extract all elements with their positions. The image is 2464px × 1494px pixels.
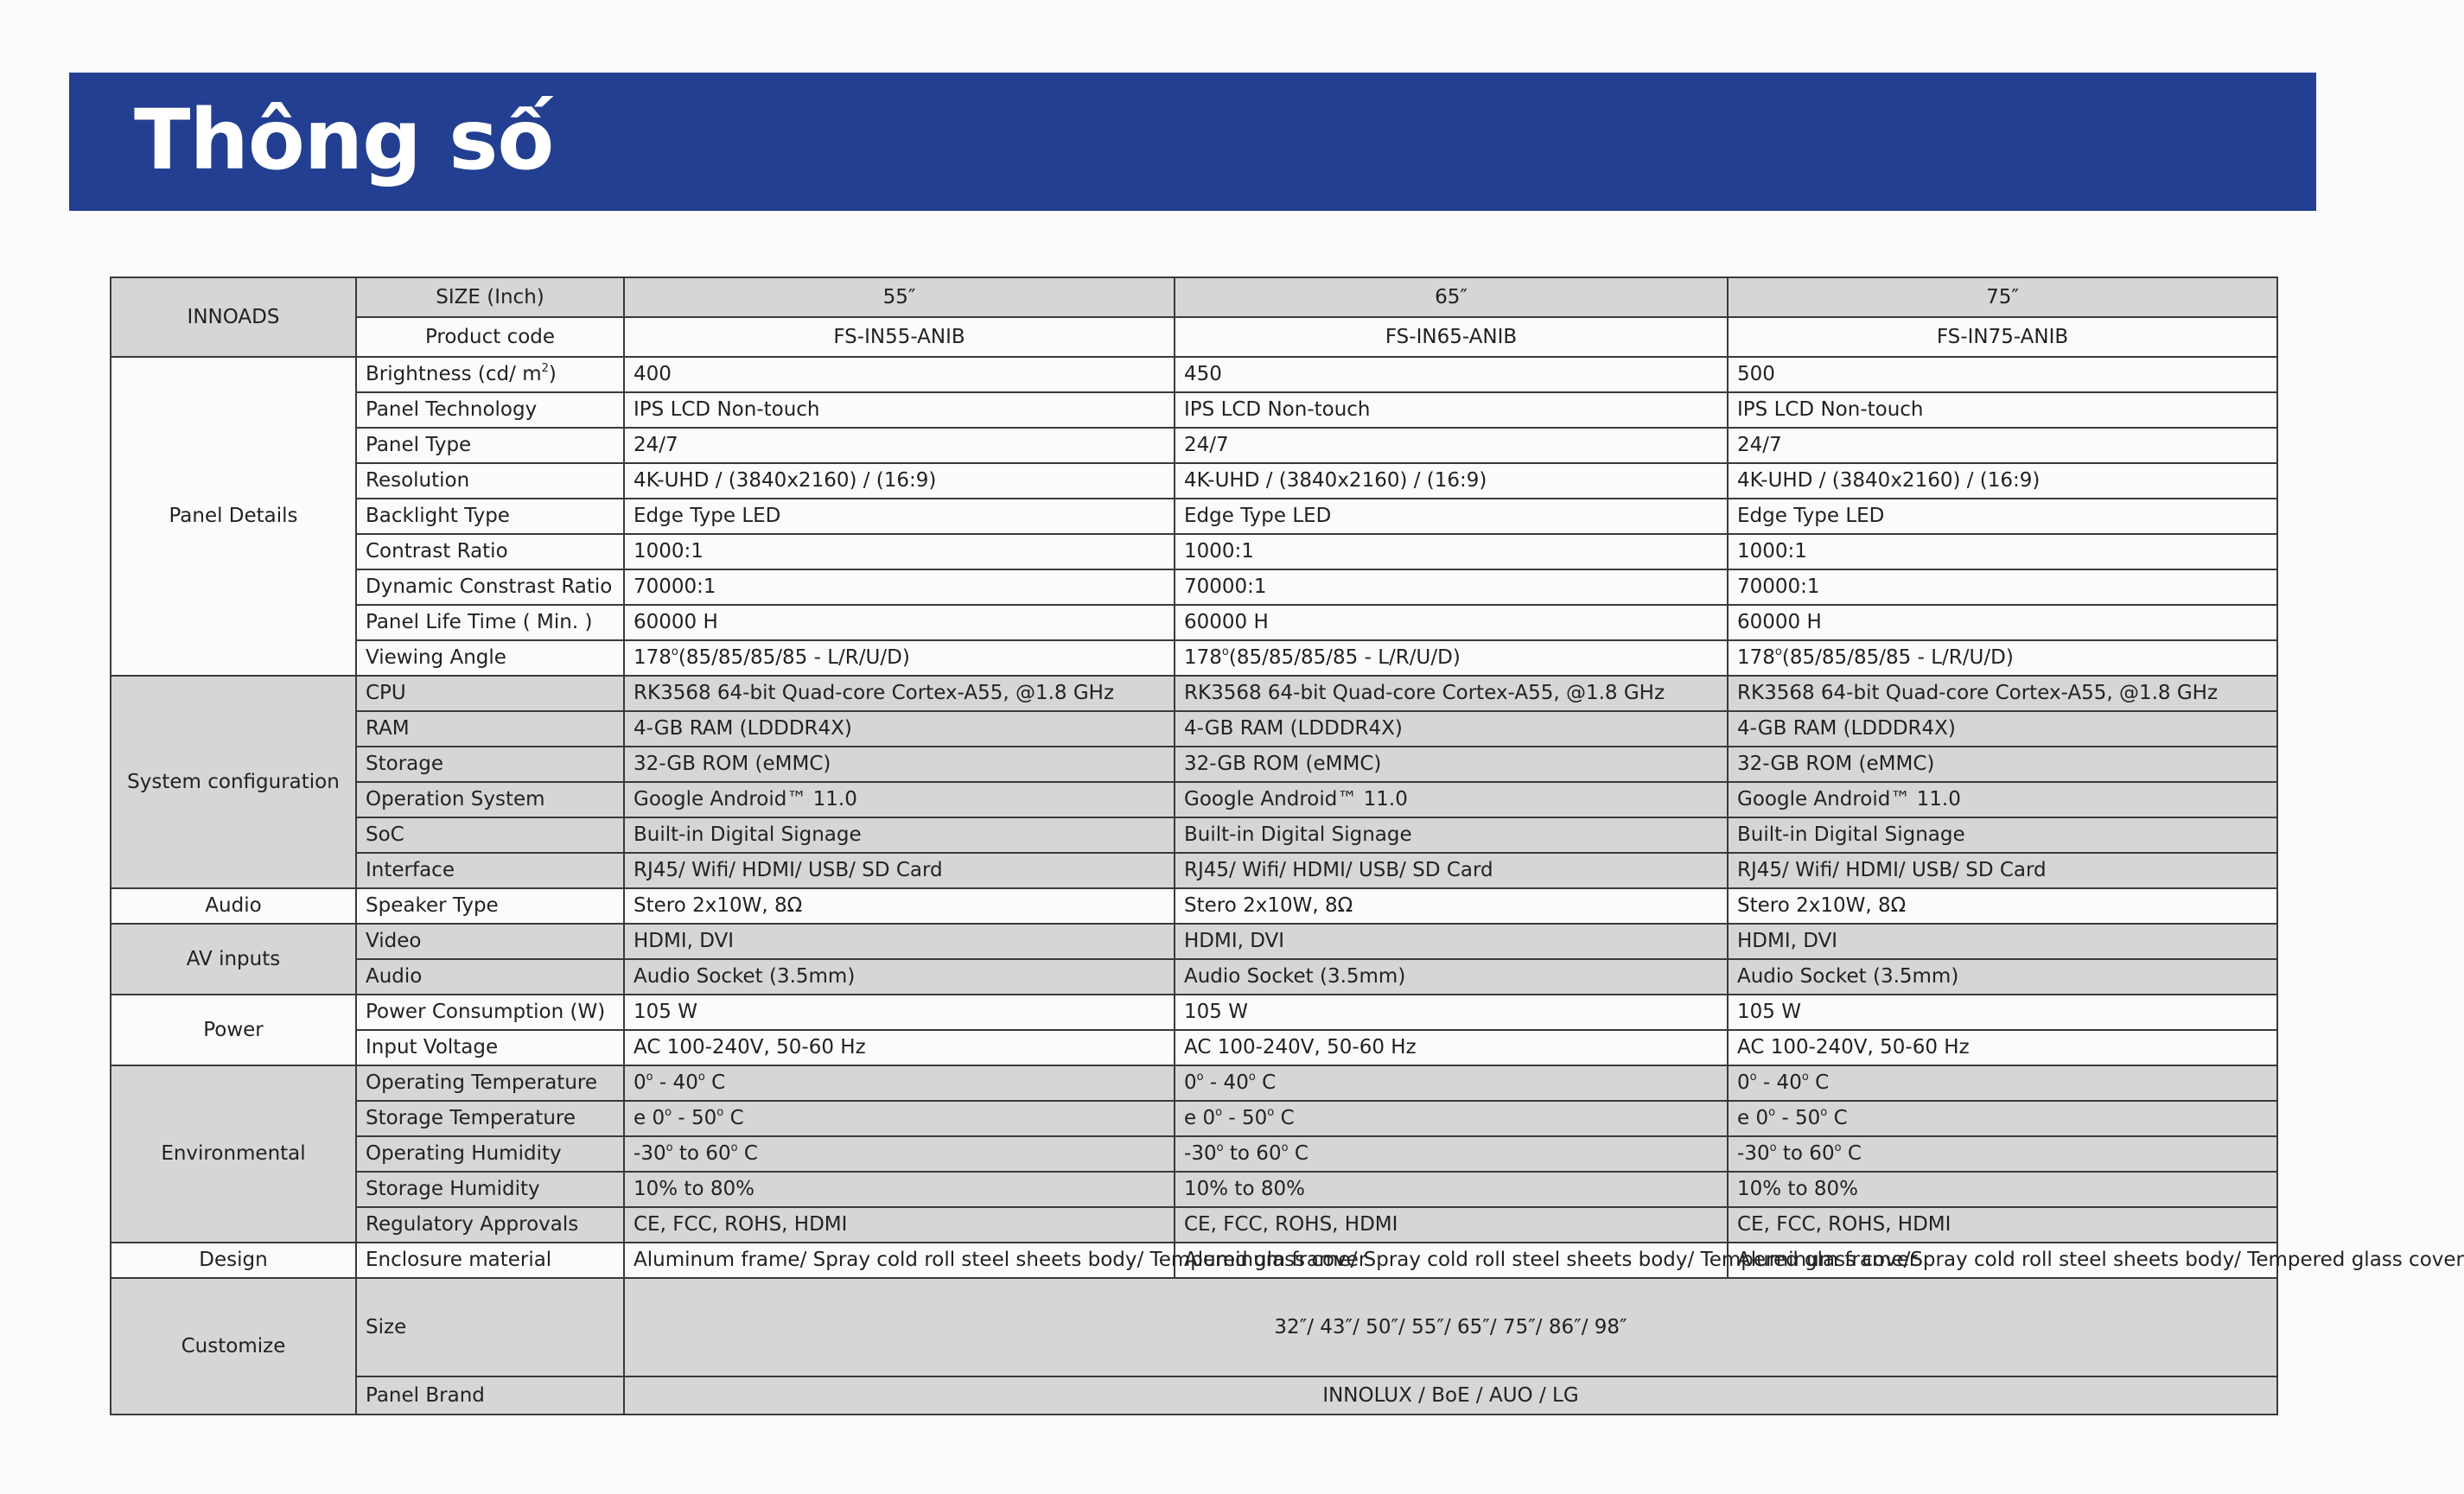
spec-table bbox=[110, 277, 2464, 1415]
spec-value: RJ45/ Wifi/ HDMI/ USB/ SD Card bbox=[1728, 853, 2277, 888]
degree-mark: o bbox=[1834, 1141, 1842, 1155]
spec-value: 178$^o$(85/85/85/85 - L/R/U/D) bbox=[1728, 640, 2277, 676]
spec-value: 60000 H bbox=[624, 605, 1175, 640]
spec-row bbox=[111, 463, 2277, 499]
degree-mark: o bbox=[1215, 1106, 1223, 1120]
spec-row bbox=[111, 428, 2277, 463]
spec-value-all: INNOLUX / BoE / AUO / LG bbox=[624, 1376, 2277, 1415]
spec-value: CE, FCC, ROHS, HDMI bbox=[1728, 1207, 2277, 1243]
spec-row bbox=[111, 1207, 2277, 1243]
degree-mark: o bbox=[1749, 1071, 1757, 1084]
size-value: 65″ bbox=[1175, 277, 1728, 317]
spec-value: 400 bbox=[624, 357, 1175, 392]
spec-value: Edge Type LED bbox=[624, 499, 1175, 534]
spec-value: 32-GB ROM (eMMC) bbox=[1175, 747, 1728, 782]
degree-mark: o bbox=[1774, 645, 1782, 659]
spec-value: 500 bbox=[1728, 357, 2277, 392]
spec-label: Input Voltage bbox=[356, 1030, 624, 1065]
product-code: FS-IN65-ANIB bbox=[1175, 317, 1728, 357]
spec-row bbox=[111, 959, 2277, 995]
size-value: 75″ bbox=[1728, 277, 2277, 317]
spec-value: 4K-UHD / (3840x2160) / (16:9) bbox=[1175, 463, 1728, 499]
spec-label: Panel Type bbox=[356, 428, 624, 463]
degree-mark: o bbox=[716, 1106, 724, 1120]
spec-label: Size bbox=[356, 1278, 624, 1376]
spec-value: IPS LCD Non-touch bbox=[624, 392, 1175, 428]
category-cell: Design bbox=[111, 1243, 356, 1278]
size-label: SIZE (Inch) bbox=[356, 277, 624, 317]
spec-label: Contrast Ratio bbox=[356, 534, 624, 569]
header-row-code bbox=[111, 317, 2277, 357]
spec-value: RK3568 64-bit Quad-core Cortex-A55, @1.8 GHz bbox=[1728, 676, 2277, 711]
spec-row bbox=[111, 534, 2277, 569]
spec-label: Panel Brand bbox=[356, 1376, 624, 1415]
spec-value: Google Android™ 11.0 bbox=[624, 782, 1175, 817]
spec-value: 1000:1 bbox=[1728, 534, 2277, 569]
spec-value: Built-in Digital Signage bbox=[1728, 817, 2277, 853]
spec-label: Enclosure material bbox=[356, 1243, 624, 1278]
spec-row bbox=[111, 782, 2277, 817]
degree-mark: o bbox=[1820, 1106, 1828, 1120]
degree-mark: o bbox=[1248, 1071, 1256, 1084]
spec-value: 70000:1 bbox=[1175, 569, 1728, 605]
spec-value: HDMI, DVI bbox=[624, 924, 1175, 959]
spec-value: AC 100-240V, 50-60 Hz bbox=[624, 1030, 1175, 1065]
spec-row bbox=[111, 357, 2277, 392]
spec-label: Audio bbox=[356, 959, 624, 995]
spec-label: Dynamic Constrast Ratio bbox=[356, 569, 624, 605]
category-cell: Audio bbox=[111, 888, 356, 924]
spec-row bbox=[111, 1243, 2277, 1278]
spec-label: Speaker Type bbox=[356, 888, 624, 924]
spec-value: AC 100-240V, 50-60 Hz bbox=[1175, 1030, 1728, 1065]
spec-value: HDMI, DVI bbox=[1728, 924, 2277, 959]
spec-value: RK3568 64-bit Quad-core Cortex-A55, @1.8 GHz bbox=[1175, 676, 1728, 711]
degree-mark: o bbox=[1801, 1071, 1809, 1084]
spec-value: Aluminum frame/Spray cold roll steel sheets body/ Tempered glass cover bbox=[1728, 1243, 2277, 1278]
spec-value: 10% to 80% bbox=[1728, 1172, 2277, 1207]
spec-row bbox=[111, 995, 2277, 1030]
spec-value: Built-in Digital Signage bbox=[1175, 817, 1728, 853]
spec-row bbox=[111, 569, 2277, 605]
degree-mark: o bbox=[671, 645, 678, 659]
spec-value: Stero 2x10W, 8Ω bbox=[1728, 888, 2277, 924]
spec-value: -30$^o$ to 60$^o$ C bbox=[1175, 1136, 1728, 1172]
code-label: Product code bbox=[356, 317, 624, 357]
spec-value: 24/7 bbox=[1728, 428, 2277, 463]
spec-label: RAM bbox=[356, 711, 624, 747]
squared-mark: 2 bbox=[541, 362, 549, 376]
spec-row bbox=[111, 1030, 2277, 1065]
spec-value: Aluminum frame/ Spray cold roll steel sheets body/ Tempered glass cover bbox=[1175, 1243, 1728, 1278]
spec-value: Google Android™ 11.0 bbox=[1175, 782, 1728, 817]
spec-row bbox=[111, 640, 2277, 676]
category-cell: Power bbox=[111, 995, 356, 1065]
spec-value: 70000:1 bbox=[624, 569, 1175, 605]
spec-value-all: 32″/ 43″/ 50″/ 55″/ 65″/ 75″/ 86″/ 98″ bbox=[624, 1278, 2277, 1376]
spec-value: 105 W bbox=[1728, 995, 2277, 1030]
product-code: FS-IN55-ANIB bbox=[624, 317, 1175, 357]
spec-value: Audio Socket (3.5mm) bbox=[624, 959, 1175, 995]
spec-value: 4-GB RAM (LDDDR4X) bbox=[624, 711, 1175, 747]
spec-label: Regulatory Approvals bbox=[356, 1207, 624, 1243]
spec-value: e 0$^o$ - 50$^o$ C bbox=[1728, 1101, 2277, 1136]
spec-label: Storage Humidity bbox=[356, 1172, 624, 1207]
page-title: Thông số bbox=[134, 92, 554, 188]
degree-mark: o bbox=[665, 1106, 672, 1120]
category-cell: Environmental bbox=[111, 1065, 356, 1243]
degree-mark: o bbox=[1267, 1106, 1275, 1120]
degree-mark: o bbox=[1216, 1141, 1224, 1155]
spec-value: Stero 2x10W, 8Ω bbox=[624, 888, 1175, 924]
degree-mark: o bbox=[1221, 645, 1229, 659]
degree-mark: o bbox=[697, 1071, 705, 1084]
category-cell: System configuration bbox=[111, 676, 356, 888]
spec-label: Panel Technology bbox=[356, 392, 624, 428]
spec-label: Interface bbox=[356, 853, 624, 888]
spec-row bbox=[111, 747, 2277, 782]
degree-mark: o bbox=[665, 1141, 673, 1155]
degree-mark: o bbox=[730, 1141, 738, 1155]
spec-row bbox=[111, 392, 2277, 428]
spec-table-body bbox=[111, 277, 2464, 1415]
spec-label: Operation System bbox=[356, 782, 624, 817]
spec-value: 60000 H bbox=[1175, 605, 1728, 640]
spec-row bbox=[111, 924, 2277, 959]
spec-row bbox=[111, 1136, 2277, 1172]
degree-mark: o bbox=[1196, 1071, 1204, 1084]
spec-value: Aluminum frame/ Spray cold roll steel sheets body/ Tempered glass cover bbox=[624, 1243, 1175, 1278]
spec-value: 24/7 bbox=[1175, 428, 1728, 463]
spec-value: 105 W bbox=[1175, 995, 1728, 1030]
degree-mark: o bbox=[1769, 1141, 1777, 1155]
spec-label: CPU bbox=[356, 676, 624, 711]
spec-row bbox=[111, 888, 2277, 924]
spec-value: 4-GB RAM (LDDDR4X) bbox=[1175, 711, 1728, 747]
spec-label: Panel Life Time ( Min. ) bbox=[356, 605, 624, 640]
spec-value: 0$^o$ - 40$^o$ C bbox=[1175, 1065, 1728, 1101]
spec-value: 4K-UHD / (3840x2160) / (16:9) bbox=[1728, 463, 2277, 499]
spec-label: Power Consumption (W) bbox=[356, 995, 624, 1030]
spec-value: IPS LCD Non-touch bbox=[1175, 392, 1728, 428]
spec-row bbox=[111, 676, 2277, 711]
spec-value: Built-in Digital Signage bbox=[624, 817, 1175, 853]
spec-value: 105 W bbox=[624, 995, 1175, 1030]
spec-value: -30$^o$ to 60$^o$ C bbox=[624, 1136, 1175, 1172]
brand-cell: INNOADS bbox=[111, 277, 356, 357]
spec-value: Stero 2x10W, 8Ω bbox=[1175, 888, 1728, 924]
spec-label: Storage Temperature bbox=[356, 1101, 624, 1136]
spec-row bbox=[111, 1065, 2277, 1101]
spec-value: 10% to 80% bbox=[624, 1172, 1175, 1207]
spec-value: 178$^o$(85/85/85/85 - L/R/U/D) bbox=[1175, 640, 1728, 676]
spec-value: RJ45/ Wifi/ HDMI/ USB/ SD Card bbox=[1175, 853, 1728, 888]
spec-value: Google Android™ 11.0 bbox=[1728, 782, 2277, 817]
spec-value: 32-GB ROM (eMMC) bbox=[1728, 747, 2277, 782]
spec-value: e 0$^o$ - 50$^o$ C bbox=[624, 1101, 1175, 1136]
spec-value: e 0$^o$ - 50$^o$ C bbox=[1175, 1101, 1728, 1136]
spec-value: Audio Socket (3.5mm) bbox=[1728, 959, 2277, 995]
spec-value: CE, FCC, ROHS, HDMI bbox=[624, 1207, 1175, 1243]
spec-value: 1000:1 bbox=[624, 534, 1175, 569]
degree-mark: o bbox=[1281, 1141, 1289, 1155]
degree-mark: o bbox=[1768, 1106, 1776, 1120]
spec-value: 70000:1 bbox=[1728, 569, 2277, 605]
spec-row bbox=[111, 817, 2277, 853]
spec-value: AC 100-240V, 50-60 Hz bbox=[1728, 1030, 2277, 1065]
spec-value: 32-GB ROM (eMMC) bbox=[624, 747, 1175, 782]
spec-value: RJ45/ Wifi/ HDMI/ USB/ SD Card bbox=[624, 853, 1175, 888]
size-value: 55″ bbox=[624, 277, 1175, 317]
spec-label: Storage bbox=[356, 747, 624, 782]
category-cell: AV inputs bbox=[111, 924, 356, 995]
spec-label: Brightness (cd/ $m^2$) bbox=[356, 357, 624, 392]
spec-value: 24/7 bbox=[624, 428, 1175, 463]
spec-row bbox=[111, 1278, 2277, 1376]
spec-value: RK3568 64-bit Quad-core Cortex-A55, @1.8 GHz bbox=[624, 676, 1175, 711]
spec-value: 10% to 80% bbox=[1175, 1172, 1728, 1207]
spec-value: 1000:1 bbox=[1175, 534, 1728, 569]
category-cell: Customize bbox=[111, 1278, 356, 1415]
spec-label: Backlight Type bbox=[356, 499, 624, 534]
title-banner bbox=[69, 73, 2316, 211]
spec-value: 60000 H bbox=[1728, 605, 2277, 640]
spec-label: Viewing Angle bbox=[356, 640, 624, 676]
spec-row bbox=[111, 605, 2277, 640]
spec-row bbox=[111, 1376, 2277, 1415]
product-code: FS-IN75-ANIB bbox=[1728, 317, 2277, 357]
header-row-size bbox=[111, 277, 2277, 317]
spec-value: 0$^o$ - 40$^o$ C bbox=[624, 1065, 1175, 1101]
spec-value: 450 bbox=[1175, 357, 1728, 392]
spec-value: Edge Type LED bbox=[1728, 499, 2277, 534]
spec-value: Audio Socket (3.5mm) bbox=[1175, 959, 1728, 995]
spec-row bbox=[111, 1172, 2277, 1207]
spec-row bbox=[111, 853, 2277, 888]
spec-value: Edge Type LED bbox=[1175, 499, 1728, 534]
spec-value: CE, FCC, ROHS, HDMI bbox=[1175, 1207, 1728, 1243]
spec-label: Resolution bbox=[356, 463, 624, 499]
spec-label: SoC bbox=[356, 817, 624, 853]
category-cell: Panel Details bbox=[111, 357, 356, 676]
spec-value: 4K-UHD / (3840x2160) / (16:9) bbox=[624, 463, 1175, 499]
spec-row bbox=[111, 711, 2277, 747]
spec-value: -30$^o$ to 60$^o$ C bbox=[1728, 1136, 2277, 1172]
spec-label: Video bbox=[356, 924, 624, 959]
spec-label: Operating Temperature bbox=[356, 1065, 624, 1101]
spec-value: 4-GB RAM (LDDDR4X) bbox=[1728, 711, 2277, 747]
spec-value: 0$^o$ - 40$^o$ C bbox=[1728, 1065, 2277, 1101]
spec-row bbox=[111, 1101, 2277, 1136]
degree-mark: o bbox=[646, 1071, 653, 1084]
spec-row bbox=[111, 499, 2277, 534]
spec-value: 178$^o$(85/85/85/85 - L/R/U/D) bbox=[624, 640, 1175, 676]
spec-value: IPS LCD Non-touch bbox=[1728, 392, 2277, 428]
spec-label: Operating Humidity bbox=[356, 1136, 624, 1172]
spec-value: HDMI, DVI bbox=[1175, 924, 1728, 959]
